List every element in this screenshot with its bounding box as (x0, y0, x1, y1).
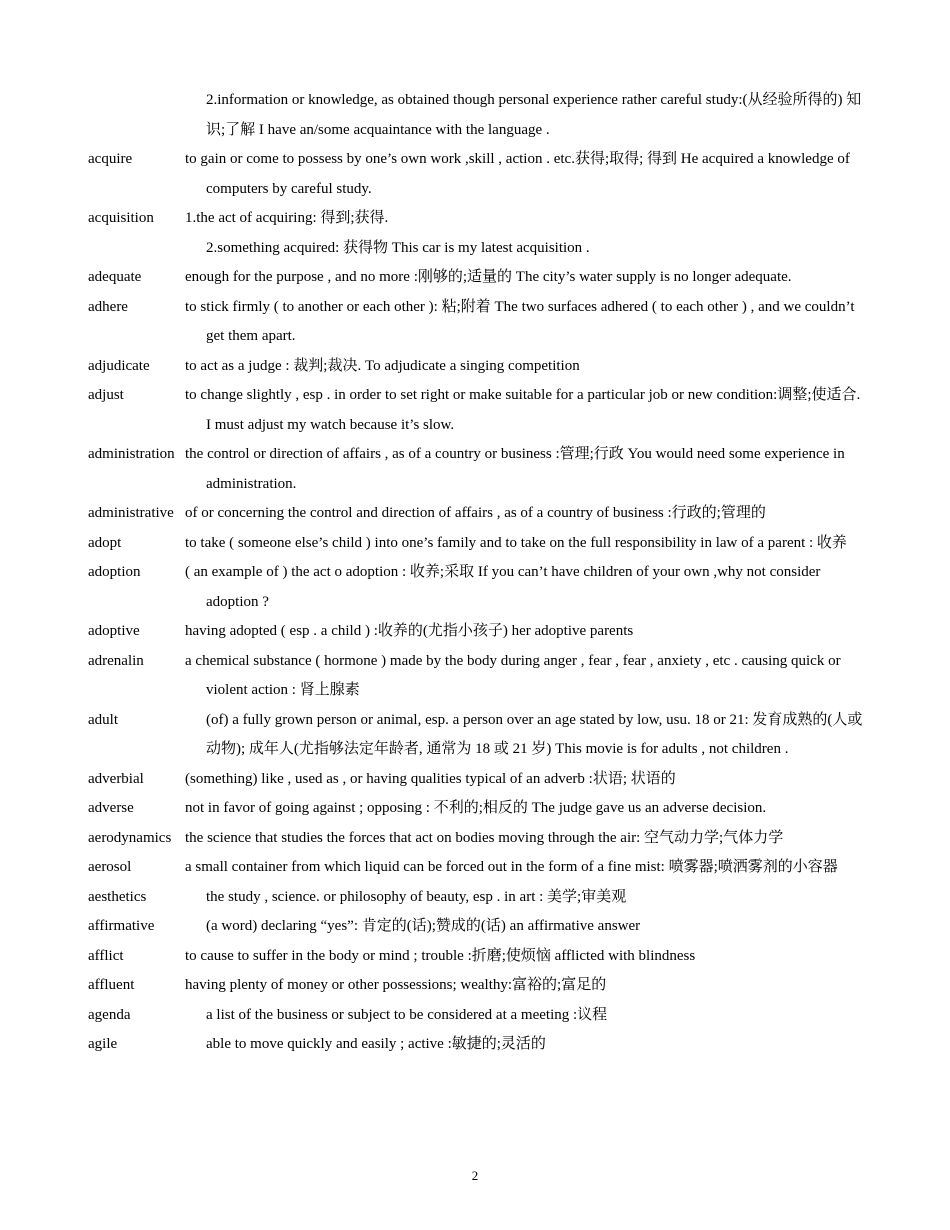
definition-text: of or concerning the control and direction of affairs , as of a country of business :行政的;管理的 (185, 505, 766, 521)
definition-text: 1.the act of acquiring: 得到;获得. (185, 210, 389, 226)
dictionary-entry (88, 86, 864, 145)
headword: aerosol (88, 859, 132, 875)
definition-text: the study , science. or philosophy of beauty, esp . in art : 美学;审美观 (206, 888, 627, 905)
headword: aesthetics (88, 888, 147, 905)
definition-text: having plenty of money or other possessions; wealthy:富裕的;富足的 (185, 977, 607, 993)
dictionary-entry (88, 352, 864, 382)
dictionary-entry (88, 1001, 864, 1031)
headword: affirmative (88, 918, 155, 934)
definition-text: enough for the purpose , and no more :刚够的;适量的 The city’s water supply is no longer adequate. (185, 269, 792, 285)
dictionary-entry (88, 145, 864, 204)
dictionary-entry (88, 204, 864, 234)
dictionary-entry (88, 706, 864, 765)
definition-text: able to move quickly and easily ; active :敏捷的;灵活的 (206, 1036, 546, 1052)
headword: agile (88, 1036, 118, 1052)
dictionary-entry (88, 971, 864, 1001)
headword: adjust (88, 387, 124, 403)
definition-text: (a word) declaring “yes”: 肯定的(话);赞成的(话) an affirmative answer (206, 918, 641, 934)
headword: agenda (88, 1006, 131, 1023)
dictionary-entry (88, 293, 864, 352)
headword: administrative (88, 505, 174, 521)
dictionary-entry (88, 1030, 864, 1060)
headword: adoptive (88, 623, 140, 639)
definition-text: 2.information or knowledge, as obtained though personal experience rather careful study:(从经验所得的) 知识;了解 I have an/some acquaintance with the language . (206, 92, 862, 138)
definition-text: to act as a judge : 裁判;裁决. To adjudicate a singing competition (185, 357, 580, 374)
definition-text: to change slightly , esp . in order to set right or make suitable for a particular job or new condition:调整;使适合. I must adjust my watch because it’s slow. (185, 387, 861, 433)
headword: acquisition (88, 210, 154, 226)
definition-text: to cause to suffer in the body or mind ; trouble :折磨;使烦恼 afflicted with blindness (185, 947, 696, 964)
dictionary-entry (88, 912, 864, 942)
dictionary-entry (88, 499, 864, 529)
definition-text: a list of the business or subject to be considered at a meeting :议程 (206, 1006, 608, 1023)
headword: adoption (88, 564, 141, 580)
dictionary-entry (88, 381, 864, 440)
headword: aerodynamics (88, 829, 172, 846)
definition-text: to gain or come to possess by one’s own work ,skill , action . etc.获得;取得; 得到 He acquired a knowledge of computers by careful study. (185, 151, 850, 197)
headword: adequate (88, 269, 142, 285)
dictionary-entry (88, 263, 864, 293)
dictionary-entry (88, 558, 864, 617)
definition-text: the science that studies the forces that act on bodies moving through the air: 空气动力学;气体力学 (185, 829, 784, 846)
headword: adverbial (88, 770, 144, 787)
definition-text: ( an example of ) the act o adoption : 收养;采取 If you can’t have children of your own ,why not consider adoption ? (185, 564, 821, 610)
headword: administration (88, 446, 175, 462)
dictionary-entry (88, 824, 864, 854)
definition-text: the control or direction of affairs , as of a country or business :管理;行政 You would need some experience in administration. (185, 446, 845, 492)
definition-text: to take ( someone else’s child ) into one’s family and to take on the full responsibility in law of a parent : 收养 (185, 534, 847, 551)
dictionary-entry (88, 794, 864, 824)
dictionary-entry (88, 765, 864, 795)
dictionary-entry (88, 853, 864, 883)
dictionary-entry (88, 617, 864, 647)
definition-text: (of) a fully grown person or animal, esp. a person over an age stated by low, usu. 18 or 21: 发育成熟的(人或动物); 成年人(尤指够法定年龄者, 通常为 18 或 21 岁) This movie is for adults , not children . (206, 711, 863, 757)
definition-text: (something) like , used as , or having qualities typical of an adverb :状语; 状语的 (185, 770, 676, 787)
page-number: 2 (471, 1168, 479, 1183)
headword: affluent (88, 977, 135, 993)
headword: afflict (88, 947, 124, 964)
definition-text: a small container from which liquid can be forced out in the form of a fine mist: 喷雾器;喷洒雾剂的小容器 (185, 859, 838, 875)
definition-text: to stick firmly ( to another or each other ): 粘;附着 The two surfaces adhered ( to each other ) , and we couldn’t get them apart. (185, 298, 855, 344)
headword: adjudicate (88, 357, 150, 374)
dictionary-entry (88, 942, 864, 972)
definition-text: a chemical substance ( hormone ) made by the body during anger , fear , fear , anxiety , etc . causing quick or violent action : 肾上腺素 (185, 652, 841, 698)
dictionary-entries (88, 86, 864, 1060)
headword: adrenalin (88, 652, 144, 669)
headword: adverse (88, 800, 134, 816)
definition-text: 2.something acquired: 获得物 This car is my latest acquisition . (206, 239, 590, 256)
dictionary-entry (88, 883, 864, 913)
headword: adopt (88, 534, 122, 551)
dictionary-entry (88, 440, 864, 499)
headword: adult (88, 711, 118, 728)
headword: acquire (88, 151, 133, 167)
dictionary-entry (88, 529, 864, 559)
dictionary-entry (88, 647, 864, 706)
definition-text: having adopted ( esp . a child ) :收养的(尤指小孩子) her adoptive parents (185, 623, 634, 639)
definition-text: not in favor of going against ; opposing : 不利的;相反的 The judge gave us an adverse decision. (185, 800, 767, 816)
dictionary-entry (88, 234, 864, 264)
headword: adhere (88, 298, 128, 315)
